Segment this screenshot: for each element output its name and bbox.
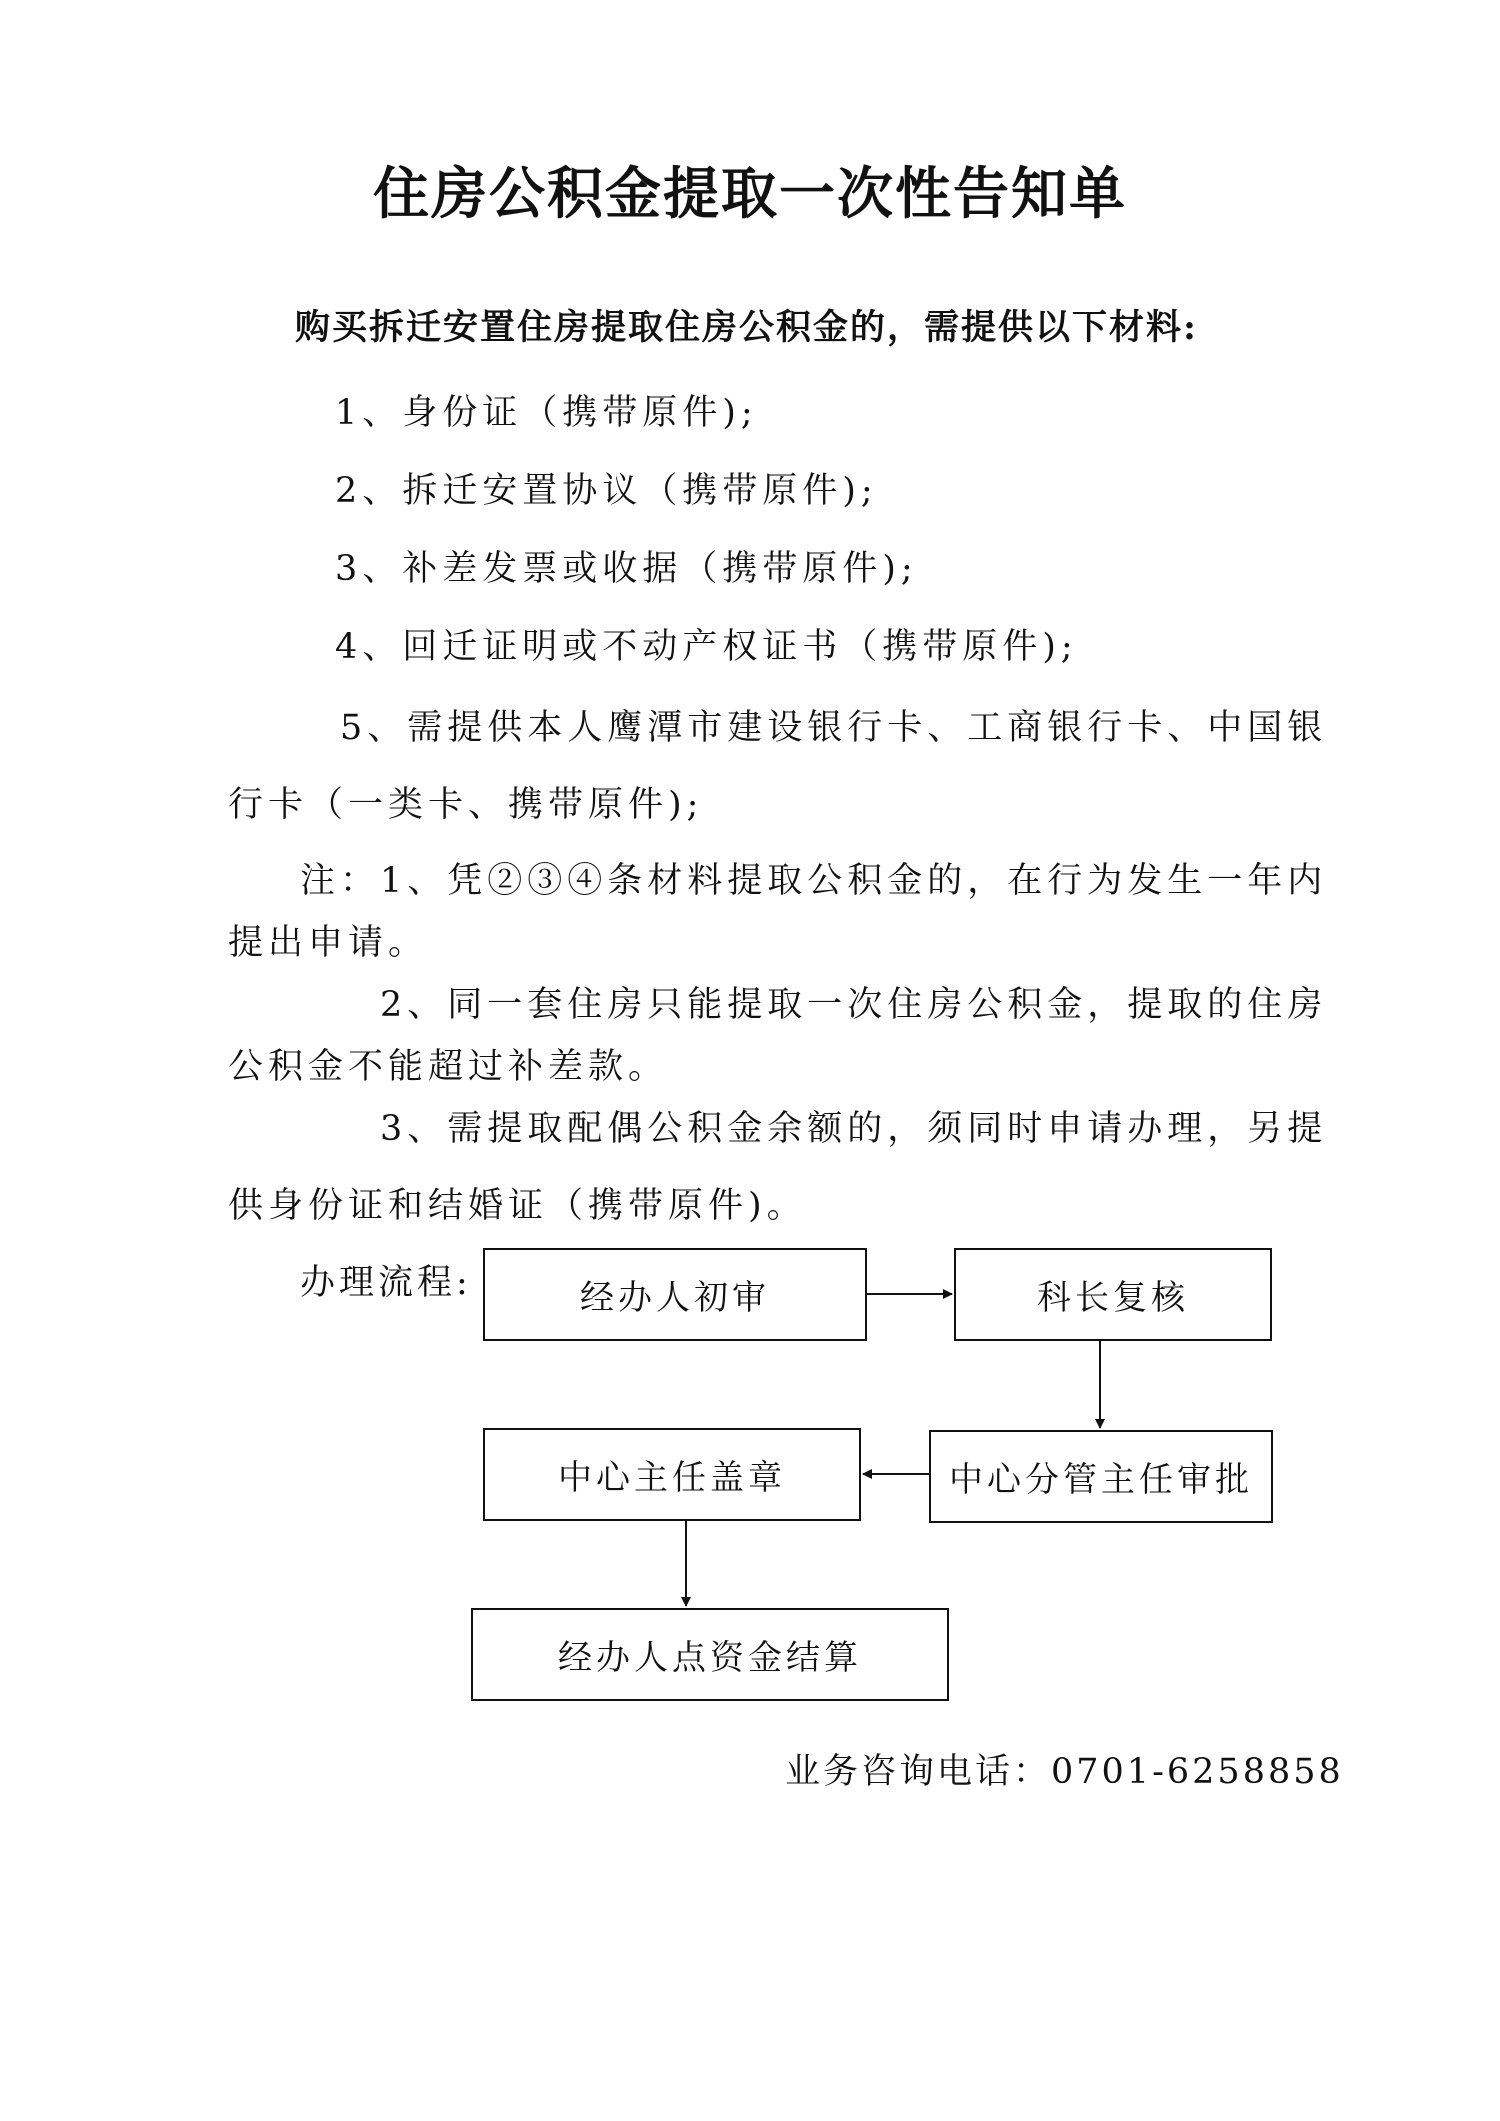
step-section-chief-review: 科长复核 bbox=[954, 1248, 1272, 1341]
note-1-cont: 提出申请。 bbox=[228, 923, 429, 963]
step-fund-settlement: 经办人点资金结算 bbox=[471, 1608, 949, 1701]
step-initial-review: 经办人初审 bbox=[483, 1248, 867, 1341]
item-3: 3、补差发票或收据（携带原件); bbox=[335, 549, 918, 589]
page-title: 住房公积金提取一次性告知单 bbox=[373, 162, 1127, 227]
intro-heading: 购买拆迁安置住房提取住房公积金的，需提供以下材料: bbox=[295, 307, 1198, 348]
consult-phone: 业务咨询电话：0701-6258858 bbox=[785, 1752, 1344, 1792]
item-5-cont: 行卡（一类卡、携带原件); bbox=[228, 785, 704, 825]
note-2: 2、同一套住房只能提取一次住房公积金，提取的住房 bbox=[380, 985, 1328, 1025]
note-3-cont: 供身份证和结婚证（携带原件)。 bbox=[228, 1186, 807, 1226]
note-2-cont: 公积金不能超过补差款。 bbox=[228, 1047, 669, 1087]
item-2: 2、拆迁安置协议（携带原件); bbox=[335, 471, 878, 511]
item-1: 1、身份证（携带原件); bbox=[335, 393, 758, 433]
step-deputy-director-approval: 中心分管主任审批 bbox=[929, 1430, 1273, 1523]
item-4: 4、回迁证明或不动产权证书（携带原件); bbox=[335, 627, 1078, 667]
note-3: 3、需提取配偶公积金余额的，须同时申请办理，另提 bbox=[380, 1109, 1328, 1149]
item-5: 5、需提供本人鹰潭市建设银行卡、工商银行卡、中国银 bbox=[340, 708, 1328, 748]
flow-label: 办理流程: bbox=[300, 1263, 472, 1303]
step-director-seal: 中心主任盖章 bbox=[483, 1428, 861, 1521]
note-1: 注：1、凭②③④条材料提取公积金的，在行为发生一年内 bbox=[300, 861, 1328, 901]
